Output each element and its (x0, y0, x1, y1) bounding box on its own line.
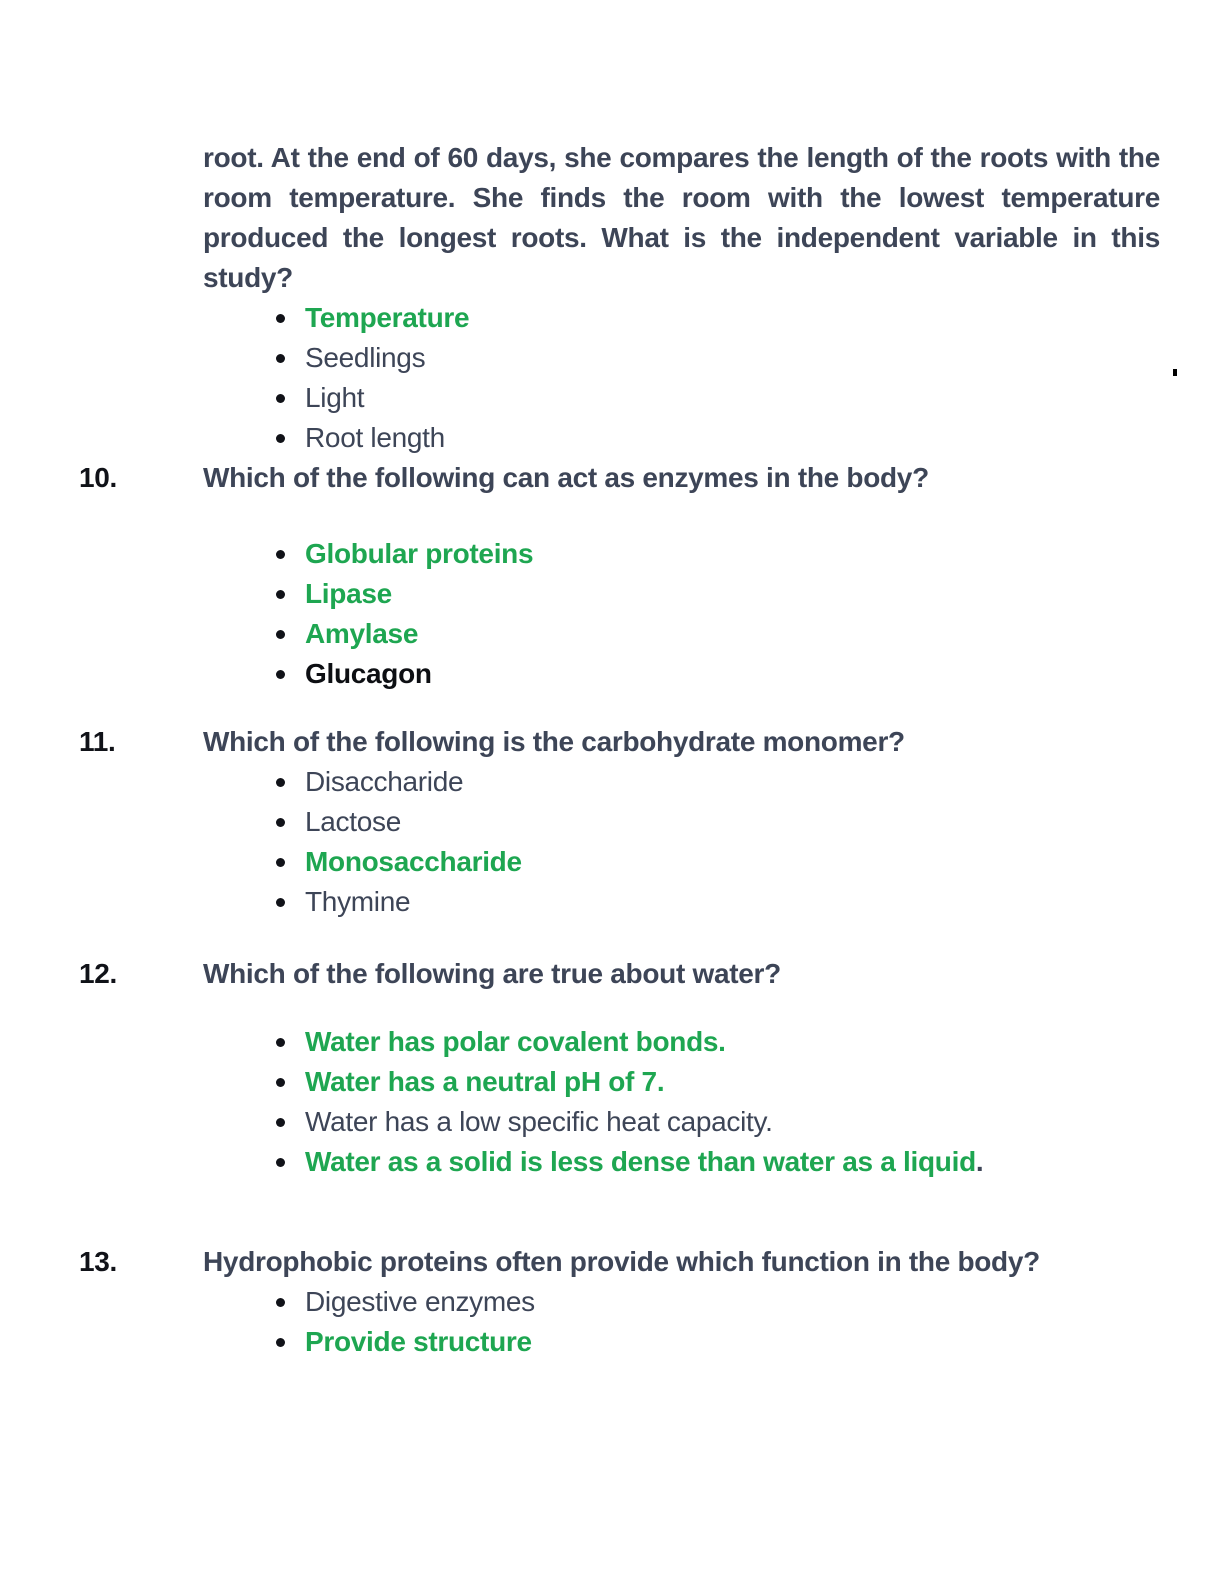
option-item (203, 1022, 1160, 1062)
question-block-11 (79, 722, 1160, 922)
question-block-13 (79, 1242, 1160, 1362)
option-item (203, 1062, 1160, 1102)
bullet-icon (276, 858, 285, 867)
question-number: 10. (79, 462, 118, 493)
question (79, 722, 1160, 762)
option-label: Lipase (305, 578, 392, 609)
option-label: Globular proteins (305, 538, 534, 569)
bullet-icon (276, 818, 285, 827)
intro-options-list (203, 298, 1160, 458)
option-label-suffix: . (975, 1146, 984, 1177)
option-label: Amylase (305, 618, 419, 649)
bullet-icon (276, 670, 285, 679)
bullet-icon (276, 354, 285, 363)
option-item (203, 338, 1160, 378)
option-label: Disaccharide (305, 766, 464, 797)
option-label: Monosaccharide (305, 846, 522, 877)
question-paragraph: root. At the end of 60 days, she compares the length of the roots with the room temperature. She finds the room with the lowest temperature produced the longest roots. What is the independent variable in this study? (203, 142, 1160, 293)
option-label: Water has polar covalent bonds. (305, 1026, 726, 1057)
option-item (203, 842, 1160, 882)
option-item (203, 1102, 1160, 1142)
option-label: Water has a low specific heat capacity. (305, 1106, 773, 1137)
option-label: Water as a solid is less dense than water as a liquid (305, 1146, 976, 1177)
option-item (203, 1142, 1160, 1182)
options-list (203, 1022, 1160, 1182)
bullet-icon (276, 434, 285, 443)
bullet-icon (276, 590, 285, 599)
question (79, 954, 1160, 994)
option-item (203, 654, 1160, 694)
bullet-icon (276, 1298, 285, 1307)
options-list (203, 1282, 1160, 1362)
option-label: Water has a neutral pH of 7. (305, 1066, 665, 1097)
option-item (203, 574, 1160, 614)
option-item (203, 1322, 1160, 1362)
option-label: Temperature (305, 302, 470, 333)
question-block-12 (79, 954, 1160, 1182)
option-label: Lactose (305, 806, 401, 837)
bullet-icon (276, 1338, 285, 1347)
option-item (203, 614, 1160, 654)
option-label: Root length (305, 422, 445, 453)
question-number: 11. (79, 726, 116, 757)
option-label: Seedlings (305, 342, 426, 373)
document-content (79, 138, 1160, 1362)
bullet-icon (276, 630, 285, 639)
bullet-icon (276, 1078, 285, 1087)
bullet-icon (276, 550, 285, 559)
bullet-icon (276, 778, 285, 787)
option-label: Glucagon (305, 658, 432, 689)
option-label: Provide structure (305, 1326, 532, 1357)
question-text: Which of the following can act as enzymes in the body? (203, 462, 929, 493)
question-number: 13. (79, 1246, 118, 1277)
option-item (203, 762, 1160, 802)
option-item (203, 882, 1160, 922)
bullet-icon (276, 1118, 285, 1127)
option-item (203, 802, 1160, 842)
question-text: Hydrophobic proteins often provide which function in the body? (203, 1246, 1040, 1277)
option-item (203, 298, 1160, 338)
option-item (203, 378, 1160, 418)
stray-mark (1173, 369, 1177, 376)
option-item (203, 534, 1160, 574)
options-list (203, 534, 1160, 694)
options-list (203, 762, 1160, 922)
question-text: Which of the following is the carbohydrate monomer? (203, 726, 905, 757)
question-number: 12. (79, 958, 118, 989)
question (79, 1242, 1160, 1282)
bullet-icon (276, 1158, 285, 1167)
bullet-icon (276, 314, 285, 323)
option-label: Light (305, 382, 365, 413)
question (79, 458, 1160, 498)
option-item (203, 1282, 1160, 1322)
question-block-10 (79, 458, 1160, 694)
option-item (203, 418, 1160, 458)
option-label: Digestive enzymes (305, 1286, 535, 1317)
question-text: Which of the following are true about water? (203, 958, 781, 989)
bullet-icon (276, 898, 285, 907)
bullet-icon (276, 1038, 285, 1047)
bullet-icon (276, 394, 285, 403)
option-label: Thymine (305, 886, 411, 917)
